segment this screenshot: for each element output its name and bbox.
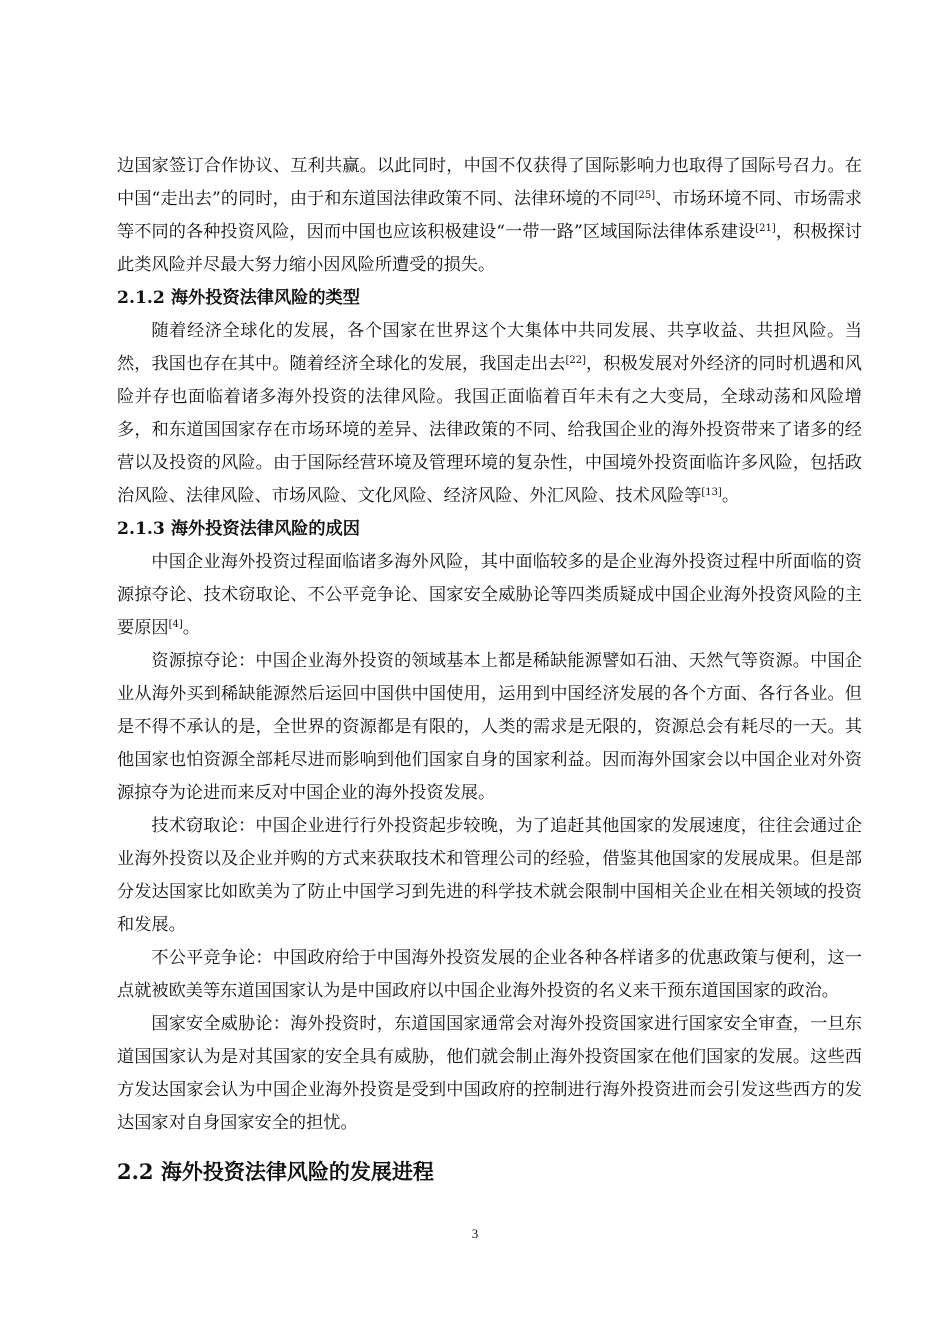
citation[interactable]: [21]: [755, 223, 776, 234]
paragraph-risk-causes: 中国企业海外投资过程面临诸多海外风险，其中面临较多的是企业海外投资过程中所面临的资源掠夺论、技术窃取论、不公平竞争论、国家安全威胁论等四类质疑成中国企业海外投资风险的主要原因[4]。: [117, 552, 862, 638]
paragraph-resource-plunder: 资源掠夺论：中国企业海外投资的领域基本上都是稀缺能源譬如石油、天然气等资源。中国企业从海外买到稀缺能源然后运回中国供中国使用，运用到中国经济发展的各个方面、各行各业。但是不得不承认的是，全世界的资源都是有限的，人类的需求是无限的，资源总会有耗尽的一天。其他国家也怕资源全部耗尽进而影响到他们国家自身的国家利益。因而海外国家会以中国企业对外资源掠夺为论进而来反对中国企业的海外投资发展。: [117, 651, 862, 803]
citation[interactable]: [25]: [634, 190, 656, 201]
paragraph-continuation: 边国家签订合作协议、互利共赢。以此同时，中国不仅获得了国际影响力也取得了国际号召力。在中国“走出去”的同时，由于和东道国法律政策不同、法律环境的不同[25]、市场环境不同、市场需求等不同的各种投资风险，因而中国也应该积极建设“一带一路”区域国际法律体系建设[21]，积极探讨此类风险并尽最大努力缩小因风险所遭受的损失。: [117, 156, 862, 275]
paragraph-risk-types: 随着经济全球化的发展，各个国家在世界这个大集体中共同发展、共享收益、共担风险。当然，我国也存在其中。随着经济全球化的发展，我国走出去[22]，积极发展对外经济的同时机遇和风险并存也面临着诸多海外投资的法律风险。我国正面临着百年未有之大变局，全球动荡和风险增多，和东道国国家存在市场环境的差异、法律政策的不同、给我国企业的海外投资带来了诸多的经营以及投资的风险。由于国际经营环境及管理环境的复杂性，中国境外投资面临许多风险，包括政治风险、法律风险、市场风险、文化风险、经济风险、外汇风险、技术风险等[13]。: [117, 321, 862, 506]
citation[interactable]: [13]: [701, 487, 722, 498]
document-page: [117, 150, 862, 1192]
section-heading-2-1-3: 2.1.3 海外投资法律风险的成因: [117, 519, 360, 539]
paragraph-tech-theft: 技术窃取论：中国企业进行行外投资起步较晚，为了追赶其他国家的发展速度，往往会通过企业海外投资以及企业并购的方式来获取技术和管理公司的经验，借鉴其他国家的发展成果。但是部分发达国家比如欧美为了防止中国学习到先进的科学技术就会限制中国相关企业在相关领域的投资和发展。: [117, 816, 862, 935]
paragraph-unfair-competition: 不公平竞争论：中国政府给于中国海外投资发展的企业各种各样诸多的优惠政策与便利，这一点就被欧美等东道国国家认为是中国政府以中国企业海外投资的名义来干预东道国国家的政治。: [117, 948, 862, 1001]
page-number: 3: [471, 1226, 479, 1241]
section-heading-2-2: 2.2 海外投资法律风险的发展进程: [117, 1159, 434, 1184]
paragraph-security-threat: 国家安全威胁论：海外投资时，东道国国家通常会对海外投资国家进行国家安全审查，一旦东道国国家认为是对其国家的安全具有威胁，他们就会制止海外投资国家在他们国家的发展。这些西方发达国家会认为中国企业海外投资是受到中国政府的控制进行海外投资进而会引发这些西方的发达国家对自身国家安全的担忧。: [117, 1014, 862, 1133]
citation[interactable]: [22]: [565, 355, 586, 366]
section-heading-2-1-2: 2.1.2 海外投资法律风险的类型: [117, 288, 360, 308]
citation[interactable]: [4]: [168, 619, 183, 630]
